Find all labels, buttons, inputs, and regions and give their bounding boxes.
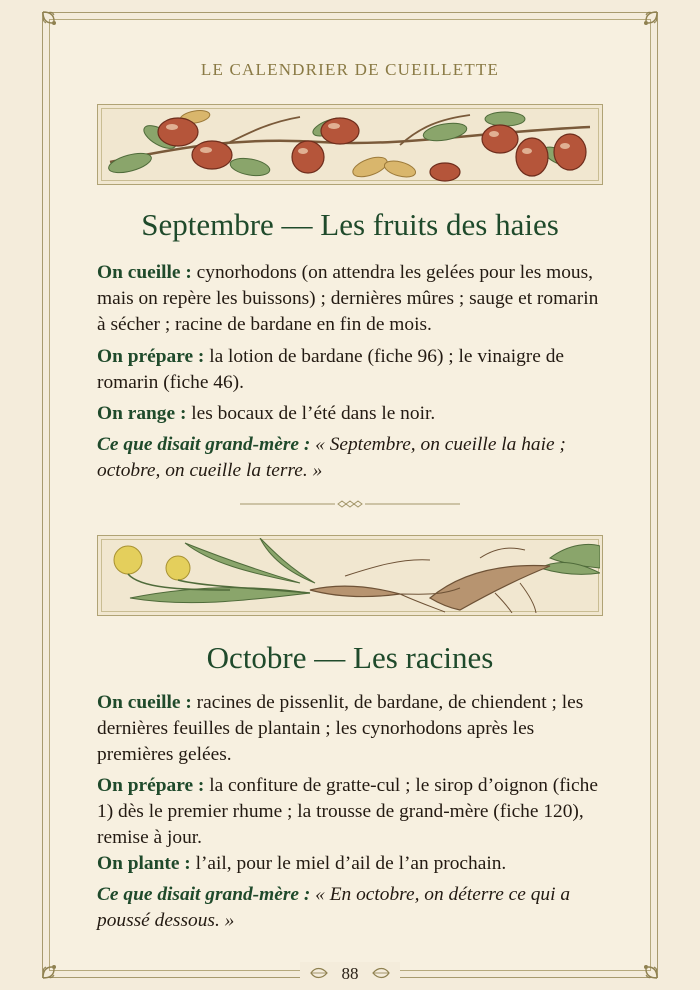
entry-on-cueille [97,690,609,768]
entry-text: la lotion de bardane (fiche 96) ; le vinaigre de romarin (fiche 46). [97,346,565,393]
entry-text: cynorhodons (on attendra les gelées pour les mous, mais on repère les buissons) ; dernières mûres ; sauge et romarin à sécher ; racine de bardane en fin de mois. [97,262,599,335]
entry-on-prepare [97,773,609,851]
entry-on-cueille [97,260,609,338]
illustration-dandelion-banner [97,535,603,616]
entry-label: On prépare : [97,775,205,796]
entry-on-prepare [97,344,609,396]
entry-label: Ce que disait grand-mère : [97,434,311,455]
rosehip-branch-icon [100,107,600,182]
section-divider [240,498,460,510]
dandelion-root-icon [100,538,600,613]
entry-grandmother-saying [97,882,609,934]
entry-text: « Septembre, on cueille la haie ; octobre, on cueille la terre. » [97,434,566,481]
entry-label: Ce que disait grand-mère : [97,884,311,905]
running-title: LE CALENDRIER DE CUEILLETTE [200,60,500,79]
entry-text: les bocaux de l’été dans le noir. [186,403,436,424]
entry-text: la confiture de gratte-cul ; le sirop d’oignon (fiche 1) dès le premier rhume ; la trousse de grand-mère (fiche 120), remise à jour. [97,775,598,848]
corner-ornament-icon [40,9,66,35]
entry-label: On plante : [97,853,191,874]
illustration-rosehip-banner [97,104,603,185]
entry-on-range [97,401,609,427]
entry-label: On range : [97,403,187,424]
leaf-ornament-icon [372,966,390,980]
entry-label: On cueille : [97,692,192,713]
section-title-september: Septembre — Les fruits des haies [141,207,559,242]
entry-grandmother-saying [97,432,609,484]
entry-on-plante [97,851,609,877]
entry-text: l’ail, pour le miel d’ail de l’an prochain. [190,853,507,874]
entry-text: racines de pissenlit, de bardane, de chiendent ; les dernières feuilles de plantain ; les cynorhodons après les premières gelées. [97,692,584,765]
page-number: 88 [341,964,359,983]
corner-ornament-icon [634,9,660,35]
entry-text: « En octobre, on déterre ce qui a poussé dessous. » [97,884,571,931]
section-title-october: Octobre — Les racines [206,640,494,675]
entry-label: On cueille : [97,262,192,283]
entry-label: On prépare : [97,346,205,367]
